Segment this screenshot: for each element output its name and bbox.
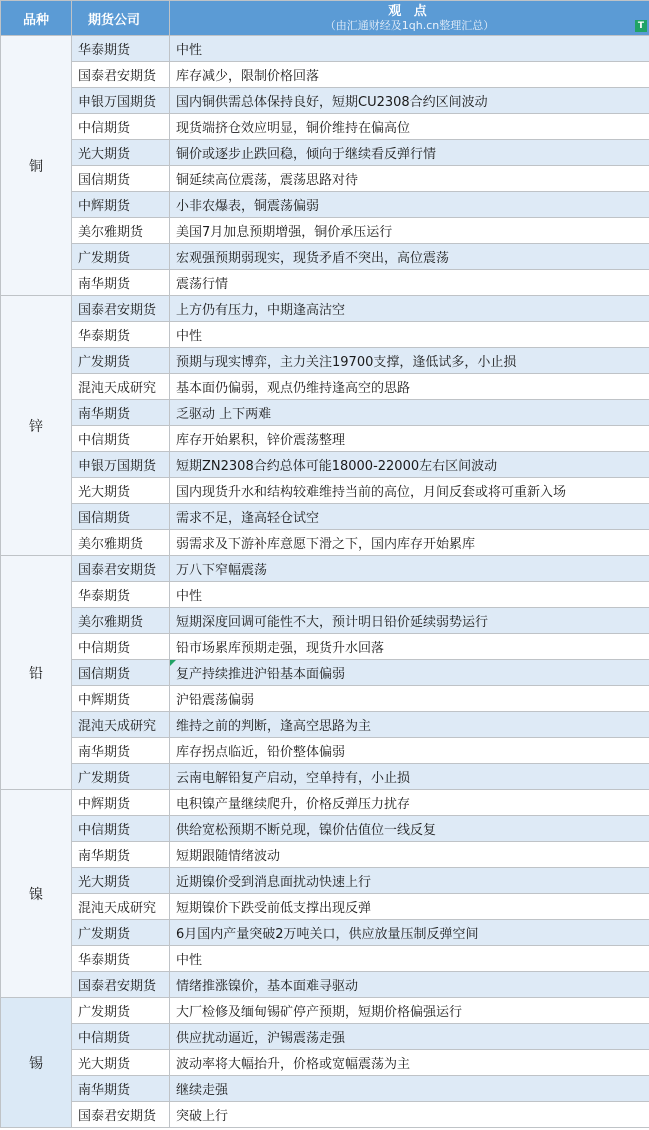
company-cell: 南华期货 <box>72 1076 170 1102</box>
view-cell: 铜价或逐步止跌回稳，倾向于继续看反弹行情 <box>170 140 649 166</box>
table-row <box>1 582 649 608</box>
view-cell: 万八下窄幅震荡 <box>170 556 649 582</box>
company-cell: 美尔雅期货 <box>72 530 170 556</box>
company-cell: 中信期货 <box>72 426 170 452</box>
table-row <box>1 1024 649 1050</box>
company-cell: 南华期货 <box>72 270 170 296</box>
view-cell: 短期镍价下跌受前低支撑出现反弹 <box>170 894 649 920</box>
table-row <box>1 530 649 556</box>
company-cell: 广发期货 <box>72 998 170 1024</box>
company-cell: 南华期货 <box>72 842 170 868</box>
table-row <box>1 426 649 452</box>
view-cell: 短期跟随情绪波动 <box>170 842 649 868</box>
view-cell: 国内铜供需总体保持良好，短期CU2308合约区间波动 <box>170 88 649 114</box>
variety-cell: 铅 <box>1 556 72 790</box>
table-row <box>1 322 649 348</box>
table-row <box>1 686 649 712</box>
company-cell: 国泰君安期货 <box>72 1102 170 1128</box>
table-row <box>1 192 649 218</box>
company-cell: 光大期货 <box>72 478 170 504</box>
table-row <box>1 894 649 920</box>
company-cell: 华泰期货 <box>72 582 170 608</box>
table-row <box>1 166 649 192</box>
table-row <box>1 452 649 478</box>
view-cell: 中性 <box>170 946 649 972</box>
company-cell: 国泰君安期货 <box>72 296 170 322</box>
view-cell: 大厂检修及缅甸锡矿停产预期，短期价格偏强运行 <box>170 998 649 1024</box>
view-cell: 情绪推涨镍价，基本面难寻驱动 <box>170 972 649 998</box>
header-row <box>1 1 649 36</box>
variety-cell: 锡 <box>1 998 72 1128</box>
company-cell: 光大期货 <box>72 868 170 894</box>
view-cell: 乏驱动 上下两难 <box>170 400 649 426</box>
view-cell: 波动率将大幅抬升，价格或宽幅震荡为主 <box>170 1050 649 1076</box>
company-cell: 华泰期货 <box>72 322 170 348</box>
table-row <box>1 738 649 764</box>
company-cell: 国泰君安期货 <box>72 972 170 998</box>
view-cell: 复产持续推进沪铅基本面偏弱 <box>170 660 649 686</box>
company-cell: 美尔雅期货 <box>72 608 170 634</box>
header-variety: 品种 <box>1 1 72 36</box>
company-cell: 混沌天成研究 <box>72 374 170 400</box>
table-row <box>1 868 649 894</box>
table-row <box>1 88 649 114</box>
filter-flag-icon[interactable]: T <box>635 20 647 32</box>
company-cell: 中信期货 <box>72 634 170 660</box>
table-row <box>1 1050 649 1076</box>
view-cell: 铅市场累库预期走强，现货升水回落 <box>170 634 649 660</box>
company-cell: 中信期货 <box>72 1024 170 1050</box>
view-cell: 震荡行情 <box>170 270 649 296</box>
company-cell: 华泰期货 <box>72 946 170 972</box>
table-body <box>1 36 649 1128</box>
view-cell: 云南电解铅复产启动，空单持有，小止损 <box>170 764 649 790</box>
view-cell: 小非农爆表，铜震荡偏弱 <box>170 192 649 218</box>
view-cell: 库存拐点临近，铅价整体偏弱 <box>170 738 649 764</box>
view-cell: 库存开始累积，锌价震荡整理 <box>170 426 649 452</box>
view-cell: 美国7月加息预期增强，铜价承压运行 <box>170 218 649 244</box>
view-cell: 供给宽松预期不断兑现，镍价估值位一线反复 <box>170 816 649 842</box>
header-view-title: 观 点 <box>388 3 431 19</box>
table-row <box>1 972 649 998</box>
variety-cell: 铜 <box>1 36 72 296</box>
table-row <box>1 374 649 400</box>
table-row <box>1 270 649 296</box>
table-row <box>1 946 649 972</box>
table-row <box>1 712 649 738</box>
view-cell: 供应扰动逼近，沪锡震荡走强 <box>170 1024 649 1050</box>
table-row <box>1 36 649 62</box>
view-cell: 沪铅震荡偏弱 <box>170 686 649 712</box>
table-row <box>1 1076 649 1102</box>
table-row <box>1 400 649 426</box>
company-cell: 申银万国期货 <box>72 452 170 478</box>
company-cell: 光大期货 <box>72 140 170 166</box>
company-cell: 南华期货 <box>72 400 170 426</box>
company-cell: 国信期货 <box>72 166 170 192</box>
view-cell: 弱需求及下游补库意愿下滑之下，国内库存开始累库 <box>170 530 649 556</box>
view-cell: 需求不足，逢高轻仓试空 <box>170 504 649 530</box>
table-row <box>1 634 649 660</box>
view-cell: 宏观强预期弱现实，现货矛盾不突出，高位震荡 <box>170 244 649 270</box>
view-cell: 中性 <box>170 322 649 348</box>
view-cell: 基本面仍偏弱，观点仍维持逢高空的思路 <box>170 374 649 400</box>
company-cell: 中辉期货 <box>72 790 170 816</box>
table-row <box>1 608 649 634</box>
view-cell: 近期镍价受到消息面扰动快速上行 <box>170 868 649 894</box>
view-cell: 突破上行 <box>170 1102 649 1128</box>
company-cell: 混沌天成研究 <box>72 894 170 920</box>
view-cell: 继续走强 <box>170 1076 649 1102</box>
view-cell: 中性 <box>170 582 649 608</box>
company-cell: 混沌天成研究 <box>72 712 170 738</box>
view-cell: 电积镍产量继续爬升，价格反弹压力扰存 <box>170 790 649 816</box>
header-view-subtitle: （由汇通财经及1qh.cn整理汇总） <box>324 18 495 32</box>
table-row <box>1 348 649 374</box>
table-row <box>1 140 649 166</box>
view-cell: 短期深度回调可能性不大，预计明日铅价延续弱势运行 <box>170 608 649 634</box>
table-row <box>1 920 649 946</box>
company-cell: 中辉期货 <box>72 686 170 712</box>
table-row <box>1 816 649 842</box>
table-row <box>1 504 649 530</box>
header-view <box>170 1 649 36</box>
table-row <box>1 218 649 244</box>
view-cell: 现货端挤仓效应明显，铜价维持在偏高位 <box>170 114 649 140</box>
company-cell: 国泰君安期货 <box>72 62 170 88</box>
table-row <box>1 478 649 504</box>
view-cell: 中性 <box>170 36 649 62</box>
company-cell: 广发期货 <box>72 244 170 270</box>
table-row <box>1 244 649 270</box>
view-cell: 预期与现实博弈，主力关注19700支撑，逢低试多，小止损 <box>170 348 649 374</box>
view-cell: 上方仍有压力，中期逢高沽空 <box>170 296 649 322</box>
header-company: 期货公司 <box>72 1 170 36</box>
company-cell: 中信期货 <box>72 816 170 842</box>
view-cell: 铜延续高位震荡，震荡思路对待 <box>170 166 649 192</box>
company-cell: 国信期货 <box>72 504 170 530</box>
table-row <box>1 114 649 140</box>
table-row <box>1 790 649 816</box>
company-cell: 中信期货 <box>72 114 170 140</box>
table-row <box>1 842 649 868</box>
view-cell: 维持之前的判断，逢高空思路为主 <box>170 712 649 738</box>
company-cell: 国信期货 <box>72 660 170 686</box>
view-cell: 库存减少，限制价格回落 <box>170 62 649 88</box>
company-cell: 广发期货 <box>72 920 170 946</box>
table-row <box>1 296 649 322</box>
table-row <box>1 660 649 686</box>
company-cell: 美尔雅期货 <box>72 218 170 244</box>
company-cell: 广发期货 <box>72 348 170 374</box>
view-cell: 短期ZN2308合约总体可能18000-22000左右区间波动 <box>170 452 649 478</box>
company-cell: 申银万国期货 <box>72 88 170 114</box>
company-cell: 南华期货 <box>72 738 170 764</box>
variety-cell: 锌 <box>1 296 72 556</box>
table-row <box>1 764 649 790</box>
company-cell: 华泰期货 <box>72 36 170 62</box>
company-cell: 中辉期货 <box>72 192 170 218</box>
view-cell: 国内现货升水和结构较难维持当前的高位，月间反套或将可重新入场 <box>170 478 649 504</box>
company-cell: 广发期货 <box>72 764 170 790</box>
table-row <box>1 556 649 582</box>
table-row <box>1 1102 649 1128</box>
variety-cell: 镍 <box>1 790 72 998</box>
view-cell: 6月国内产量突破2万吨关口，供应放量压制反弹空间 <box>170 920 649 946</box>
company-cell: 光大期货 <box>72 1050 170 1076</box>
table-row <box>1 62 649 88</box>
table-row <box>1 998 649 1024</box>
company-cell: 国泰君安期货 <box>72 556 170 582</box>
